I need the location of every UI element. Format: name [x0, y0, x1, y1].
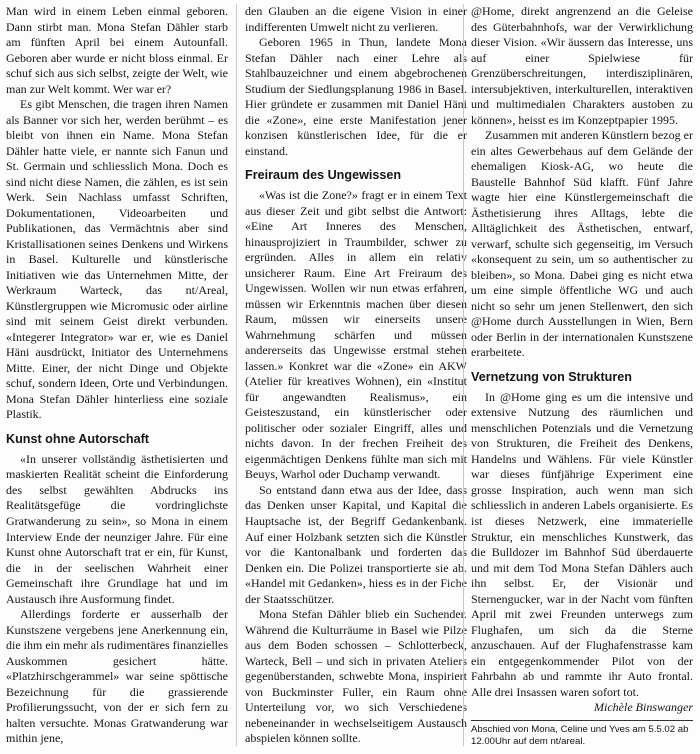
event-note: Abschied von Mona, Celine und Yves am 5.5.02 ab 12.00Uhr auf dem nt/areal. [471, 723, 689, 747]
caption-divider [471, 720, 693, 721]
paragraph: den Glauben an die eigene Vision in einer indifferenten Umwelt nicht zu verlieren. [245, 4, 467, 34]
article-column-2 [245, 4, 467, 747]
paragraph: Zusammen mit anderen Künstlern bezog er ein altes Gewerbehaus auf dem Gelände der ehemaligen Kiosk-AG, wo heute die Baustelle Bahnhof Süd klafft. Fünf Jahre wagte hier eine Künstlergemeinschaft die Ästhetisierung ihres Alltags, lebte die Alltäglichkeit des Ästhetischen, entwarf, verwarf, schulte sich gegenseitig, im Versuch «konsequent zu sein, um so authentischer zu bleiben», so Mona. Dabei ging es nicht etwa um eine simple öffentliche WG und auch nicht so sehr um jenen Stellenwert, den sich @Home durch Ausstellungen in Wien, Bern oder Berlin in der internationalen Kunstszene erarbeitete. [471, 128, 693, 360]
subheading: Freiraum des Ungewissen [245, 168, 402, 183]
paragraph: «In unserer vollständig ästhetisierten und maskierten Realität scheint die Einforderung des selbst gewählten Abdrucks ins Realitätsgefüge die vordringlichste Gratwanderung zu sein», so Mona in einem Interview Ende der neunziger Jahre. Für eine Kunst ohne Autorschaft trat er ein, für Kunst, die in der seelischen Wahrheit einer Gemeinschaft ihre Grundlage hat und im Austausch ihre Ausformung findet. [6, 451, 228, 606]
article-column-1 [6, 4, 228, 747]
paragraph: Es gibt Menschen, die tragen ihren Namen als Banner vor sich her, werden berühmt – es bleibt von ihnen ein Name. Mona Stefan Dähler hatte viele, er nannte sich Fanun und St. Germain und schliesslich Mona. Doch es sind nicht diese Namen, die zählen, es ist sein Werk. Sein Nachlass umfasst Schriften, Dokumentationen, Videoarbeiten und Publikationen, das Vermächtnis aber sind Kristallisationen seines Denkens und Wirkens in Basel. Kulturelle und künstlerische Initiativen wie das Unternehmen Mitte, der Werkraum Warteck, das nt/Areal, Künstlergruppen wie Micromusic oder airline sind mit seinem Geist direkt verbunden. «Integerer Integrator» war er, wie es Daniel Häni ausdrückt, Initiator des Unternehmens Mitte. Einer, der nicht Dinge und Objekte schuf, sondern Ideen, Orte und Verbindungen. Mona Stefan Dähler hinterliess eine soziale Plastik. [6, 97, 228, 422]
paragraph: Allerdings forderte er ausserhalb der Kunstszene vergebens jene Anerkennung ein, die ihm ein mehr als rudimentäres finanzielles Auskommen gesichert hätte. «Platzhirschgerammel» war seine spöttische Bezeichnung für die grassierende Profilierungssucht, von der er sich fern zu halten versuchte. Monas Gratwanderung war mithin jene, [6, 607, 228, 746]
paragraph: «Was ist die Zone?» fragt er in einem Text aus dieser Zeit und gibt selbst die Antwort: «Eine Art Inneres des Menschen, hinausprojiziert in Traumbilder, schwer zu ergründen. Alles in allem ein relativ unsicherer Raum. Eine Art Freiraum des Ungewissen. Wollen wir nun etwas erfahren, müssen wir Erkenntnis machen über diesen Raum, müssen wir einerseits unsere Wahrnehmung schärfen und müssen andererseits das Ungewisse erstmal stehen lassen.» Konkret war die «Zone» ein AKW (Atelier für kreatives Wohnen), ein «Institut für angewandten Realismus», ein Geisteszustand, ein künstlerischer oder politischer oder sozialer Eingriff, alles und nichts davon. In der frechen Freiheit des eigenmächtigen Denkens fühlte man sich mit Beuys, Warhol oder Duchamp verwandt. [245, 188, 467, 482]
column-divider [236, 4, 237, 746]
paragraph: Geboren 1965 in Thun, landete Mona Stefan Dähler nach einer Lehre als Stahlbauzeichner und einem abgebrochenen Studium der Siedlungsplanung 1986 in Basel. Hier gründete er zusammen mit Daniel Häni die «Zone», eine erste Manifestation jener konzisen künstlerischen Idee, für die er einstand. [245, 35, 467, 158]
paragraph: Man wird in einem Leben einmal geboren. Dann stirbt man. Mona Stefan Dähler starb am fünften April bei einem Autounfall. Geboren aber wurde er nicht bloss einmal. Er schuf sich aus sich selbst, zeigte der Welt, wie man zur Welt kommt. Wer war er? [6, 4, 228, 96]
column-divider [463, 4, 464, 746]
paragraph: @Home, direkt angrenzend an die Geleise des Güterbahnhofs, war der Verwirklichung dieser Vision. «Wir äussern das Interesse, uns auf einer Spielwiese für Grenzüberschreitungen, interdisziplinären, intersubjektiven, interkulturellen, interaktiven und multimedialen Charakters austoben zu können», heisst es im Konzeptpapier 1995. [471, 4, 693, 127]
article-column-3 [471, 4, 693, 748]
paragraph: In @Home ging es um die intensive und extensive Nutzung des räumlichen und menschlichen Potenzials und die Vernetzung von Strukturen, die Freiheit des Denkens, Handelns und Wählens. Für viele Künstler war dieses fünfjährige Experiment eine grosse Inspiration, auch wenn man sich schliesslich in anderen Labels organisierte. Es ist dieses Netzwerk, eine immaterielle Struktur, ein menschliches Kunstwerk, das die Bulldozer im Bahnhof Süd überdauerte und mit dem Tod Mona Stefan Dählers auch ihn selbst. Er, der Visionär und Sternengucker, war in der Nacht vom fünften April mit zwei Freunden unterwegs zum Flughafen, um sich da die Sterne anzuschauen. Auf der Flughafenstrasse kam ein entgegenkommender Pilot von der Fahrbahn ab und rammte ihr Auto frontal. Alle drei Insassen waren sofort tot. [471, 389, 693, 699]
author-signature: Michèle Binswanger [594, 700, 693, 715]
subheading: Kunst ohne Autorschaft [6, 431, 149, 446]
paragraph: So entstand dann etwa aus der Idee, dass das Denken unser Kapital, und Kapital die Hauptsache ist, der Begriff Gedankenbank. Auf einer Holzbank setzten sich die Künstler vor die Kantonalbank und forderten das Denken ein. Die Polizei transportierte sie ab. «Handel mit Gedanken», hiess es in der Fiche der Staatsschützer. [245, 482, 467, 606]
subheading: Vernetzung von Strukturen [471, 369, 632, 384]
paragraph: Mona Stefan Dähler blieb ein Suchender. Während die Kulturräume in Basel wie Pilze aus dem Boden schossen – Schlotterbeck, Warteck, Bell – und sich in privaten Ateliers gegenüberstanden, schwebte Mona, inspiriert von Buckminster Fuller, ein Raum ohne Unterteilung vor, wo sich Verschiedenes nebeneinander in wechselseitigem Austausch abspielen können sollte. [245, 607, 467, 746]
